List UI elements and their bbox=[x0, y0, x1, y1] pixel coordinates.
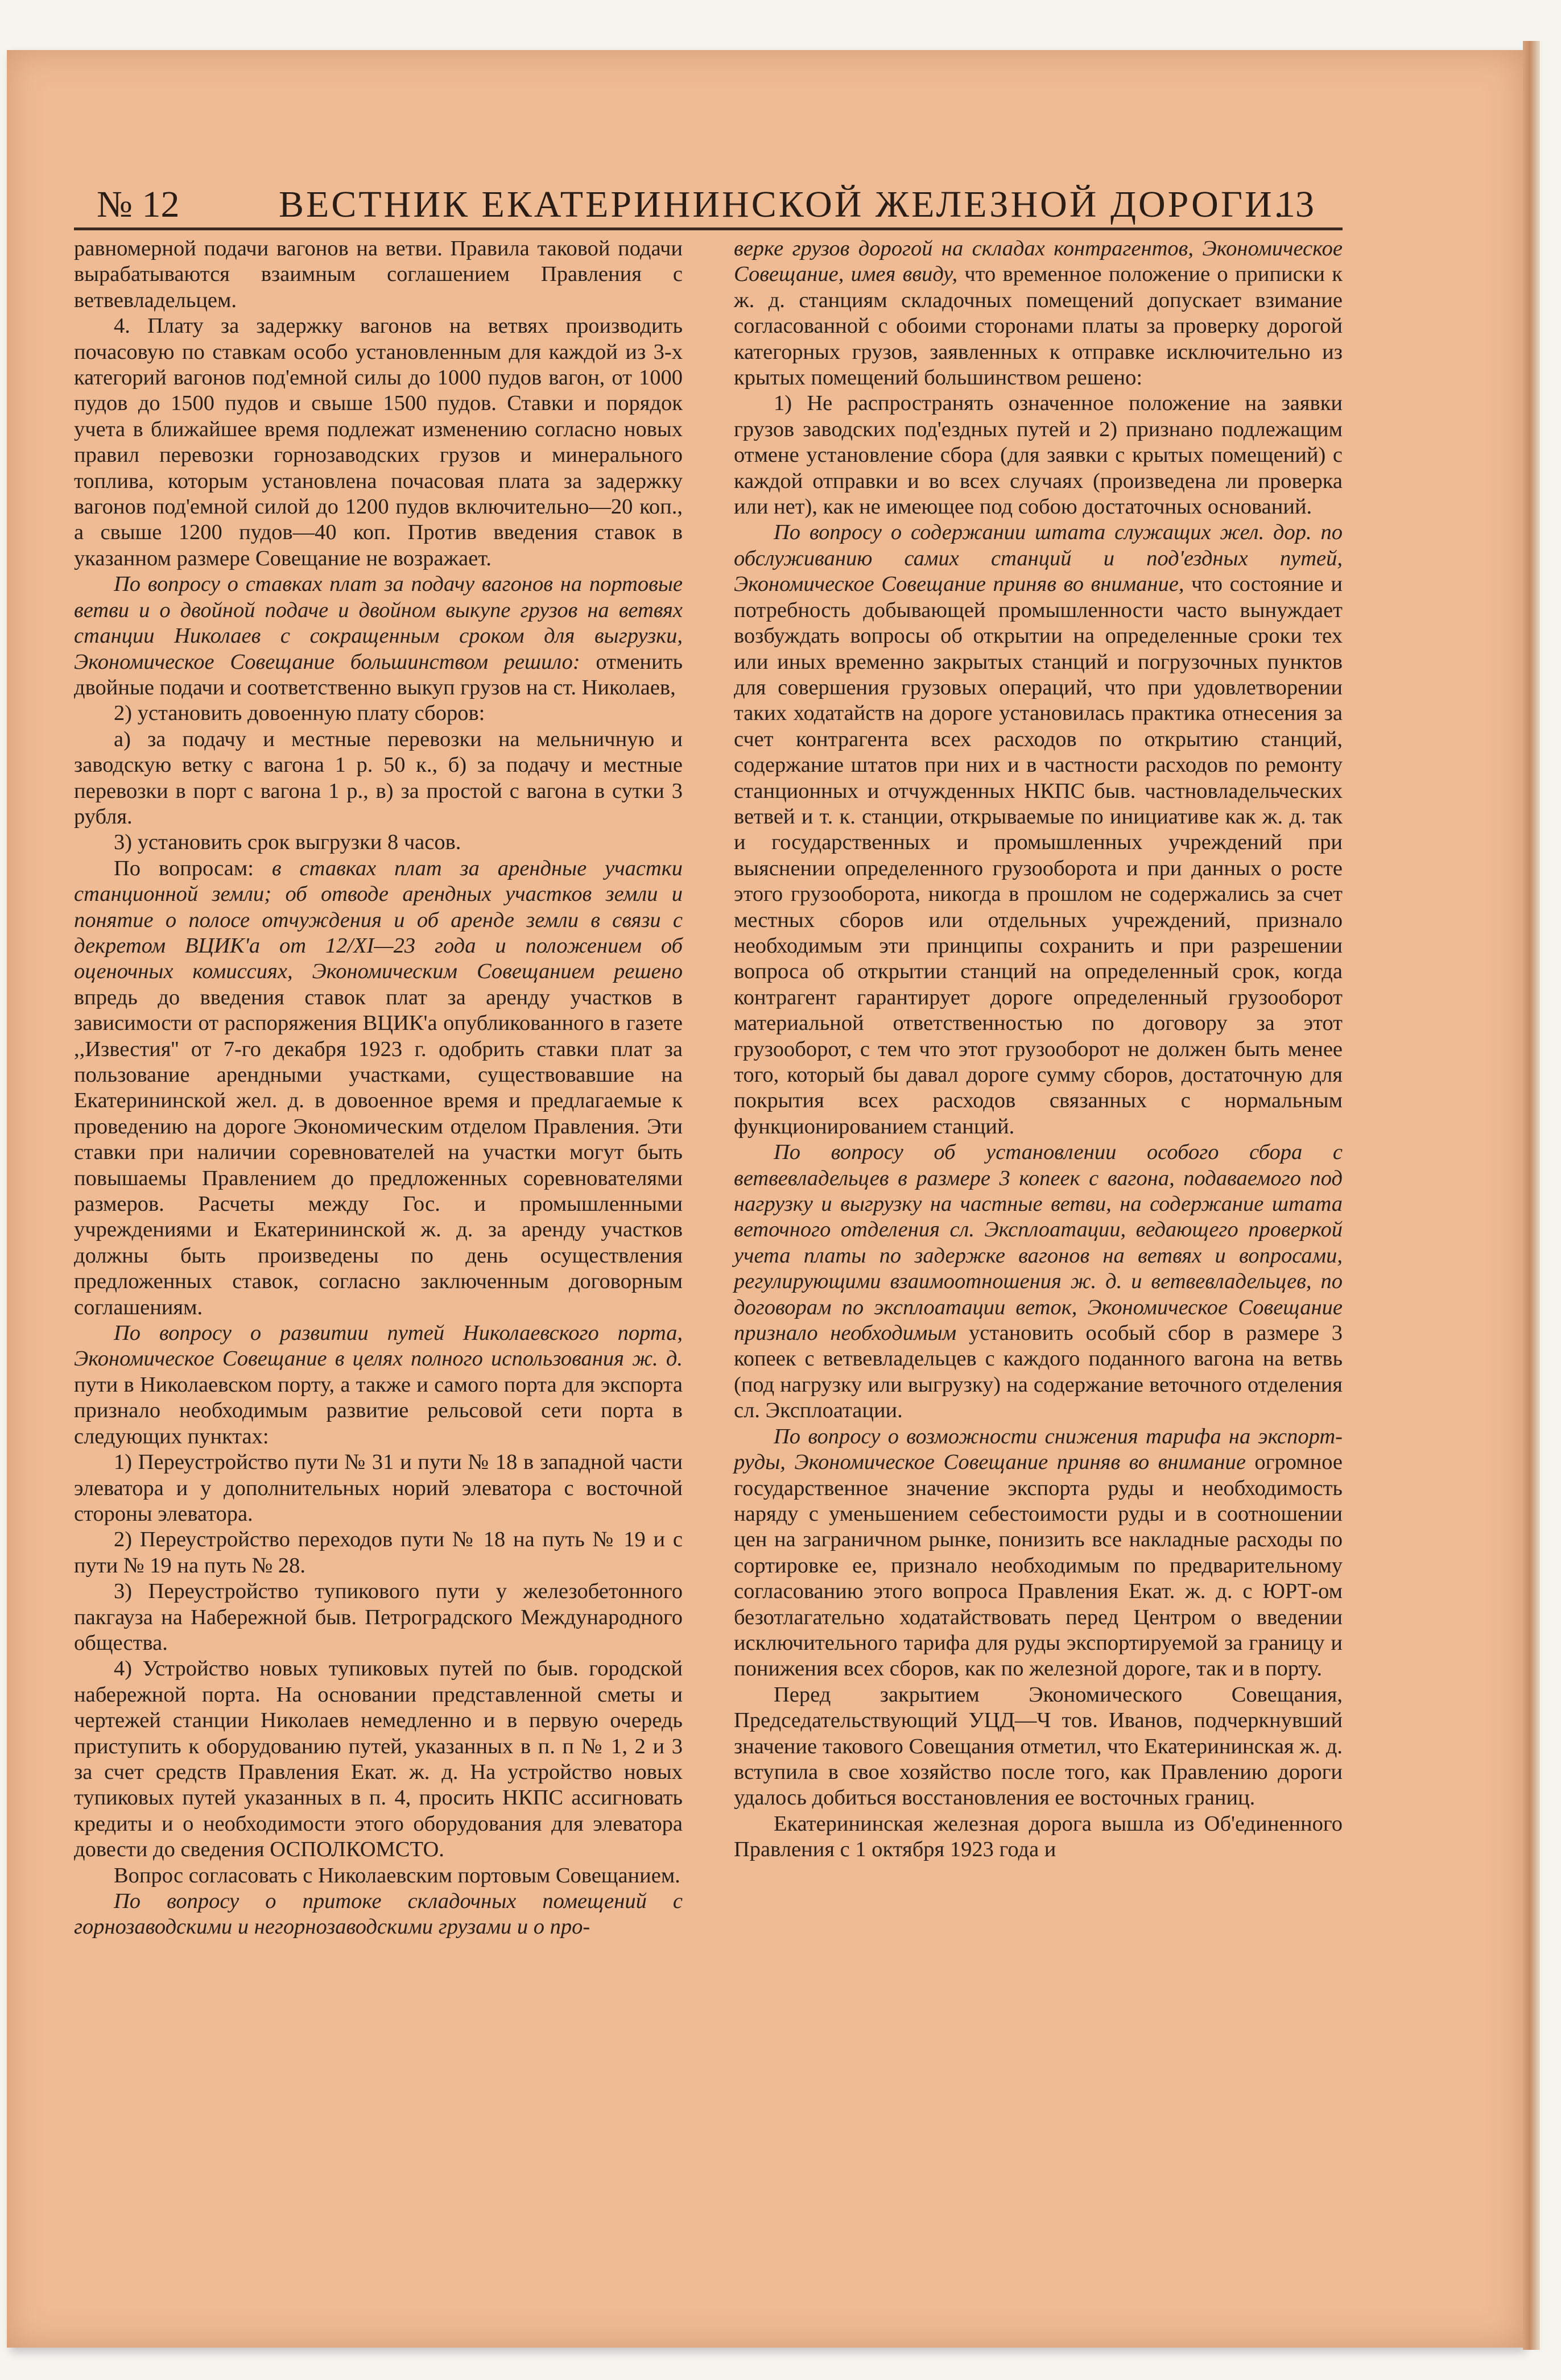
paragraph-text: 1) Не распространять означенное положение на заявки грузов заводских под'ездных путей и 2) признано подлежащим отмене установление сбора (для заявки с крытых помещений) с каждой отправки и во всех случаях (произведена ли проверка или нет), как не имеющее под собою достаточных оснований. bbox=[734, 391, 1343, 519]
paragraph bbox=[734, 1682, 1343, 1811]
paragraph-text: огромное государственное значение экспорта руды и необходимость наряду с уменьшением себестоимости руды и в соотношении цен на заграничном рынке, понизить все накладные расходы по сортировке ее, признало необходимым по предварительному согласованию этого вопроса Правления Екат. ж. д. с ЮРТ-ом безотлагательно ходатайствовать перед Центром о введении исключительного тарифа для руды экспортируемой за границу и понижения всех сборов, как по железной дороге, так и в порту. bbox=[734, 1450, 1343, 1681]
paragraph bbox=[74, 313, 683, 572]
italic-lead: верке грузов дорогой на складах контрагентов, Экономическое Совещание, имея ввиду, bbox=[734, 237, 1343, 287]
paragraph bbox=[74, 1527, 683, 1579]
italic-lead: По вопросу об установлении особого сбора с ветвевладельцев в размере 3 копеек с вагона, подаваемого под нагрузку и выгрузку на частные ветви, на содержание штата веточного отделения сл. Эксплоатации, ведающего проверкой учета платы по задержке вагонов на ветвях и вопросами, регулирующими взаимоотношения ж. д. и ветвевладельцев, по договорам по эксплоатации веток, Экономическое Совещание признало необходимым bbox=[734, 1140, 1343, 1346]
italic-lead: По вопросу о ставках плат за подачу вагонов на портовые ветви и о двойной подаче и двойном выкупе грузов на ветвях станции Николаев с сокращенным сроком для выгрузки, Экономическое Совещание большинством решило: bbox=[74, 572, 683, 674]
paragraph-text: 3) Переустройство тупикового пути у железобетонного пакгауза на Набережной быв. Петроградского Международного общества. bbox=[74, 1579, 683, 1655]
paragraph bbox=[74, 236, 683, 313]
paragraph-text: 3) установить срок выгрузки 8 часов. bbox=[114, 830, 461, 855]
paragraph-text: равномерной подачи вагонов на ветви. Правила таковой подачи вырабатываются взаимным соглашением Правления с ветвевладельцем. bbox=[74, 237, 683, 312]
page-header bbox=[97, 183, 1314, 229]
paragraph-text: 2) установить довоенную плату сборов: bbox=[114, 701, 485, 726]
paragraph bbox=[74, 1321, 683, 1450]
header-rule bbox=[74, 227, 1343, 230]
paragraph bbox=[74, 1656, 683, 1862]
paragraph bbox=[74, 572, 683, 701]
paragraph bbox=[734, 520, 1343, 1140]
italic-lead: По вопросу о притоке складочных помещений с горнозаводскими и негорнозаводскими грузами и о про- bbox=[74, 1889, 683, 1939]
page-edge bbox=[1523, 41, 1540, 2350]
paragraph-text: установить особый сбор в размере 3 копеек с ветвевладельцев с каждого поданного вагона на ветвь (под нагрузку или выгрузку) на содержание веточного отделения сл. Эксплоатации. bbox=[734, 1321, 1343, 1423]
paragraph-text: что временное положение о приписки к ж. д. станциям складочных помещений допускает взимание согласованной с обоими сторонами платы за проверку дорогой категорных грузов, заявленных к отправке исключительно из крытых помещений большинством решено: bbox=[734, 262, 1343, 390]
paragraph bbox=[74, 830, 683, 855]
paragraph bbox=[74, 856, 683, 1321]
left-column bbox=[74, 236, 683, 1940]
italic-lead: По вопросу о развитии путей Николаевского порта, Экономическое Совещание в целях полного использования ж. д. bbox=[74, 1321, 683, 1371]
paragraph-text: Вопрос согласовать с Николаевским портовым Совещанием. bbox=[114, 1863, 680, 1888]
right-column bbox=[734, 236, 1343, 1863]
paragraph-text: Перед закрытием Экономического Совещания, Председательствующий УЦД—Ч тов. Иванов, подчеркнувший значение такового Совещания отметил, что Екатерининская ж. д. вступила в свое хозяйство после того, как Правлению дороги удалось добиться восстановления ее восточных границ. bbox=[734, 1682, 1343, 1810]
journal-title: ВЕСТНИК ЕКАТЕРИНИНСКОЙ ЖЕЛЕЗНОЙ ДОРОГИ. bbox=[279, 184, 1286, 225]
paragraph-text: 1) Переустройство пути № 31 и пути № 18 в западной части элеватора и у дополнительных норий элеватора с восточной стороны элеватора. bbox=[74, 1450, 683, 1526]
paragraph bbox=[734, 1140, 1343, 1423]
paragraph-text: а) за подачу и местные перевозки на мельничную и заводскую ветку с вагона 1 р. 50 к., б) за подачу и местные перевозки в порт с вагона 1 р., в) за простой с вагона в сутки 3 рубля. bbox=[74, 727, 683, 829]
paragraph bbox=[734, 1424, 1343, 1682]
paragraph bbox=[74, 727, 683, 830]
italic-lead: По вопросу о возможности снижения тарифа на экспорт-руды, Экономическое Совещание приняв во внимание bbox=[734, 1424, 1343, 1475]
paragraph-text: пути в Николаевском порту, а также и самого порта для экспорта признало необходимым развитие рельсовой сети порта в следующих пунктах: bbox=[74, 1372, 683, 1448]
paragraph-text: 2) Переустройство переходов пути № 18 на путь № 19 и с пути № 19 на путь № 28. bbox=[74, 1528, 683, 1578]
paragraph-text: отменить двойные подачи и соответственно выкуп грузов на ст. Николаев, bbox=[74, 649, 683, 699]
paragraph-text: что состояние и потребность добывающей промышленности часто вынуждает возбуждать вопросы об открытии на определенные сроки тех или иных временно закрытых станций и погрузочных пунктов для совершения грузовых операций, что при удовлетворении таких ходатайств на дороге установилась практика отнесения за счет контрагента всех расходов по открытию станций, содержание штатов при них и в частности расходов по ремонту станционных и отчужденных НКПС быв. частновладельческих ветвей и т. к. станции, открываемые по инициативе как ж. д. так и государственных и промышленных учреждений при выяснении определенного грузооборота и при данных о росте этого грузооборота, никогда в прошлом не содержались за счет местных сборов или отдельных учреждений, признало необходимым эти принципы сохранить и при разрешении вопроса об открытии станций на определенный срок, когда контрагент гарантирует дороге определенный грузооборот материальной ответственностью по договору за этот грузооборот, с тем что этот грузооборот не должен быть менее того, который бы давал дороге сумму сборов, достаточную для покрытия всех расходов связанных с нормальным функционированием станций. bbox=[734, 572, 1343, 1139]
paragraph-text: По вопросам: bbox=[114, 856, 272, 880]
paragraph-text: Екатерининская железная дорога вышла из Об'единенного Правления с 1 октября 1923 года и bbox=[734, 1811, 1343, 1862]
paragraph bbox=[734, 236, 1343, 391]
paragraph bbox=[734, 1811, 1343, 1863]
issue-number: № 12 bbox=[97, 184, 180, 225]
paragraph bbox=[74, 1579, 683, 1656]
paragraph bbox=[74, 1863, 683, 1889]
italic-lead: в ставках плат за арендные участки станционной земли; об отводе арендных участков земли и понятие о полосе отчуждения и об аренде земли в связи с декретом ВЦИК'а от 12/XI—23 года и положением об оценочных комиссиях, Экономическим Совещанием решено bbox=[74, 856, 683, 984]
page-number: 13 bbox=[1277, 184, 1314, 225]
paragraph bbox=[74, 1450, 683, 1527]
paragraph-text: впредь до введения ставок плат за аренду участков в зависимости от распоряжения ВЦИК'а опубликованного в газете ,,Известия'' от 7-го декабря 1923 г. одобрить ставки плат за пользование арендными участками, существовавшие на Екатерининской жел. д. в довоенное время и предлагаемые к проведению на дороге Экономическим отделом Правления. Эти ставки при наличии соревнователей на участки могут быть повышаемы Правлением до предложенных соревнователями размеров. Расчеты между Гос. и промышленными учреждениями и Екатерининской ж. д. за аренду участков должны быть произведены по день осуществления предложенных ставок, согласно заключенным договорным соглашениям. bbox=[74, 985, 683, 1319]
paragraph-text: 4. Плату за задержку вагонов на ветвях производить почасовую по ставкам особо установленным для каждой из 3-х категорий вагонов под'емной силы до 1000 пудов вагон, от 1000 пудов до 1500 пудов и свыше 1500 пудов. Ставки и порядок учета в ближайшее время подлежат изменению согласно новых правил перевозки горнозаводских грузов и минерального топлива, которым установлена почасовая плата за задержку вагонов под'емной силой до 1200 пудов включительно—20 коп., а свыше 1200 пудов—40 коп. Против введения ставок в указанном размере Совещание не возражает. bbox=[74, 314, 683, 570]
paragraph-text: 4) Устройство новых тупиковых путей по быв. городской набережной порта. На основании представленной сметы и чертежей станции Николаев немедленно и в первую очередь приступить к оборудованию путей, указанных в п. п № 1, 2 и 3 за счет средств Правления Екат. ж. д. На устройство новых тупиковых путей указанных в п. 4, просить НКПС ассигновать кредиты и о необходимости этого оборудования для элеватора довести до сведения ОСПОЛКОМСТО. bbox=[74, 1657, 683, 1862]
paragraph bbox=[74, 701, 683, 726]
paragraph bbox=[734, 391, 1343, 520]
italic-lead: По вопросу о содержании штата служащих жел. дор. по обслуживанию самих станций и под'ездных путей, Экономическое Совещание приняв во внимание, bbox=[734, 520, 1343, 597]
paragraph bbox=[74, 1889, 683, 1940]
